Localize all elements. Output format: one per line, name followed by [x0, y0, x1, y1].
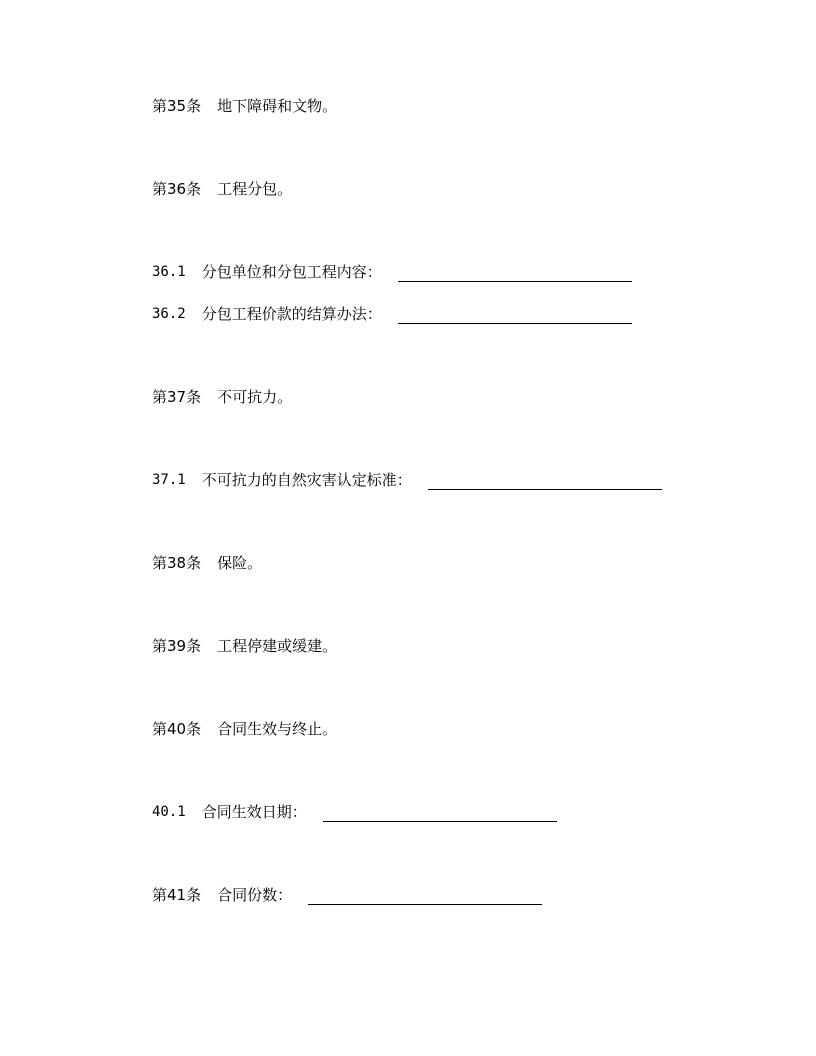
- article-38: [152, 553, 262, 573]
- fill-in-blank[interactable]: [398, 267, 632, 282]
- article-35: [152, 96, 337, 116]
- fill-in-blank[interactable]: [308, 890, 542, 905]
- clause-37-1: [152, 470, 662, 490]
- article-37: [152, 387, 292, 407]
- clause-label: 分包工程价款的结算办法：: [201, 305, 382, 323]
- article-41: [152, 885, 542, 905]
- clause-label: 不可抗力的自然灾害认定标准：: [201, 471, 412, 489]
- clause-label: 分包单位和分包工程内容：: [201, 263, 382, 281]
- fill-in-blank[interactable]: [323, 807, 557, 822]
- clause-label: 合同生效日期：: [201, 803, 307, 821]
- article-title: 地下障碍和文物。: [217, 97, 338, 115]
- article-number: 第39条: [152, 637, 202, 655]
- article-number: 第40条: [152, 720, 202, 738]
- article-title: 保险。: [217, 554, 263, 572]
- article-number: 第38条: [152, 554, 202, 572]
- article-40: [152, 719, 337, 739]
- fill-in-blank[interactable]: [428, 475, 662, 490]
- article-number: 第35条: [152, 97, 202, 115]
- clause-number: 40.1: [152, 804, 186, 820]
- clause-number: 36.2: [152, 306, 186, 322]
- fill-in-blank[interactable]: [398, 309, 632, 324]
- article-number: 第37条: [152, 388, 202, 406]
- article-title: 合同份数：: [217, 886, 293, 904]
- article-title: 不可抗力。: [217, 388, 293, 406]
- clause-36-2: [152, 304, 632, 324]
- clause-number: 37.1: [152, 472, 186, 488]
- article-title: 工程分包。: [217, 180, 293, 198]
- article-number: 第41条: [152, 886, 202, 904]
- article-39: [152, 636, 337, 656]
- article-title: 工程停建或缓建。: [217, 637, 338, 655]
- clause-number: 36.1: [152, 264, 186, 280]
- clause-36-1: [152, 262, 632, 282]
- article-36: [152, 179, 292, 199]
- article-number: 第36条: [152, 180, 202, 198]
- article-title: 合同生效与终止。: [217, 720, 338, 738]
- clause-40-1: [152, 802, 557, 822]
